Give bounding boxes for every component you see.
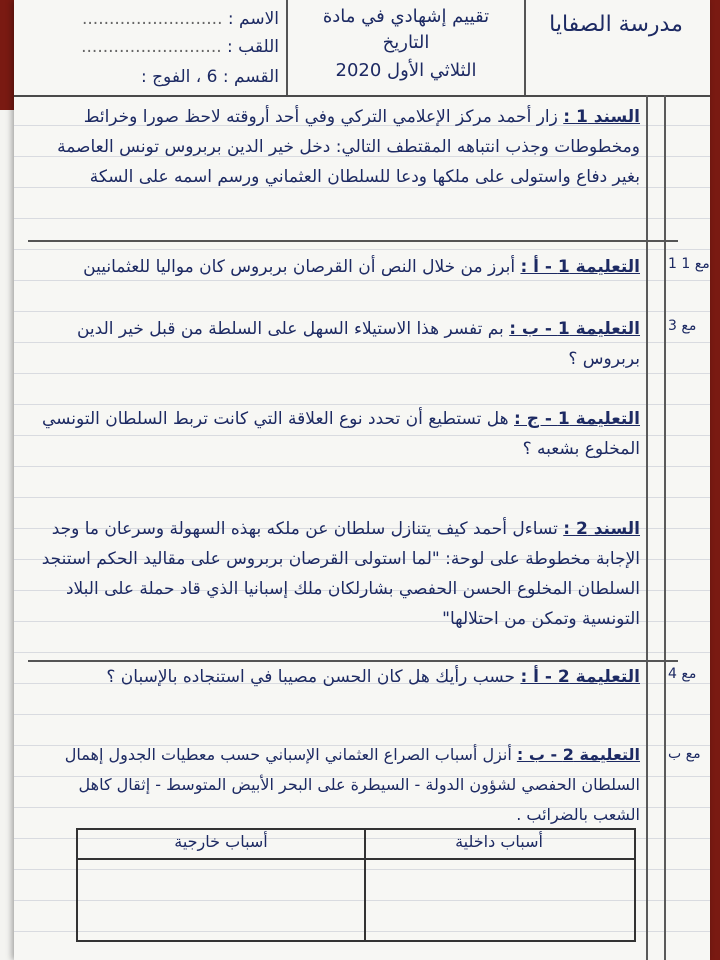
question-1b-label: التعليمة 1 - ب :: [509, 319, 640, 339]
question-2a-text: حسب رأيك هل كان الحسن مصيبا في استنجاده بالإسبان ؟: [106, 667, 516, 687]
table-header-internal: أسباب داخلية: [455, 832, 543, 851]
name-field: الاسم : ..........................: [81, 9, 279, 29]
mark-1b: مع 3: [668, 318, 697, 334]
exam-header: [14, 0, 710, 97]
question-1c: [40, 404, 640, 464]
class-field: [34, 66, 279, 88]
question-1c-text: هل تستطيع أن تحدد نوع العلاقة التي كانت تربط السلطان التونسي المخلوع بشعبه ؟: [41, 409, 640, 459]
question-1a-label: التعليمة 1 - أ :: [520, 257, 640, 277]
question-2a-label: التعليمة 2 - أ :: [520, 667, 640, 687]
mark-2b: مع ب: [668, 746, 701, 762]
exam-term: الثلاثي الأول 2020: [335, 60, 477, 81]
document-2: [40, 514, 640, 634]
surname-field: اللقب : ..........................: [81, 37, 279, 57]
question-1b: [40, 314, 640, 374]
document-2-label: السند 2 :: [563, 519, 640, 539]
question-1c-label: التعليمة 1 - ج :: [514, 409, 640, 429]
document-1-label: السند 1 :: [563, 107, 640, 127]
document-2-text: تساءل أحمد كيف يتنازل سلطان عن ملكه بهذه السهولة وسرعان ما وجد الإجابة مخطوطة على لوحة: "لما استولى القرصان بربروس على مقاليد الحكم استنجد السلطان المخلوع الحسن الحفصي بشارلكان ملك إسبانيا الذي قاد حملة على البلاد التونسية وتمكن من احتلالها": [41, 519, 640, 629]
exam-paper: [14, 0, 710, 960]
question-1b-text: بم تفسر هذا الاستيلاء السهل على السلطة من قبل خير الدين بربروس ؟: [76, 319, 640, 369]
question-2a: [40, 662, 640, 692]
margin-line: [646, 95, 648, 960]
school-name: مدرسة الصفايا: [549, 12, 683, 37]
mark-1a: مع 1 1: [668, 256, 710, 272]
exam-subject: التاريخ: [382, 32, 430, 53]
question-1a: [40, 252, 640, 282]
table-header-external: أسباب خارجية: [174, 832, 268, 851]
question-2b-text: أنزل أسباب الصراع العثماني الإسباني حسب معطيات الجدول إهمال السلطان الحفصي لشؤون الدولة - السيطرة على البحر الأبيض المتوسط - إثقال كاهل الشعب بالضرائب .: [64, 745, 640, 824]
header-divider: [524, 0, 526, 95]
name-label: الاسم :: [227, 9, 279, 29]
question-2b: [40, 740, 640, 830]
class-label: القسم : 6 ، الفوج :: [140, 67, 279, 87]
question-2b-label: التعليمة 2 - ب :: [516, 745, 640, 764]
causes-table: [76, 828, 636, 942]
header-divider: [286, 0, 288, 95]
exam-title: تقييم إشهادي في مادة: [322, 6, 490, 27]
document-1-text: زار أحمد مركز الإعلامي التركي وفي أحد أروقته لاحظ صورا وخرائط ومخطوطات وجذب انتباهه المقتطف التالي: دخل خير الدين بربروس تونس العاصمة بغير دفاع واستولى على ملكها ودعا للسلطان العثماني ورسم اسمه على السكة: [57, 107, 640, 187]
margin-line: [664, 95, 666, 960]
document-1: [40, 102, 640, 232]
surname-label: اللقب :: [227, 37, 279, 57]
question-1a-text: أبرز من خلال النص أن القرصان بربروس كان مواليا للعثمانيين: [83, 257, 516, 277]
mark-2a: مع 4: [668, 666, 697, 682]
section-divider: [28, 240, 678, 242]
